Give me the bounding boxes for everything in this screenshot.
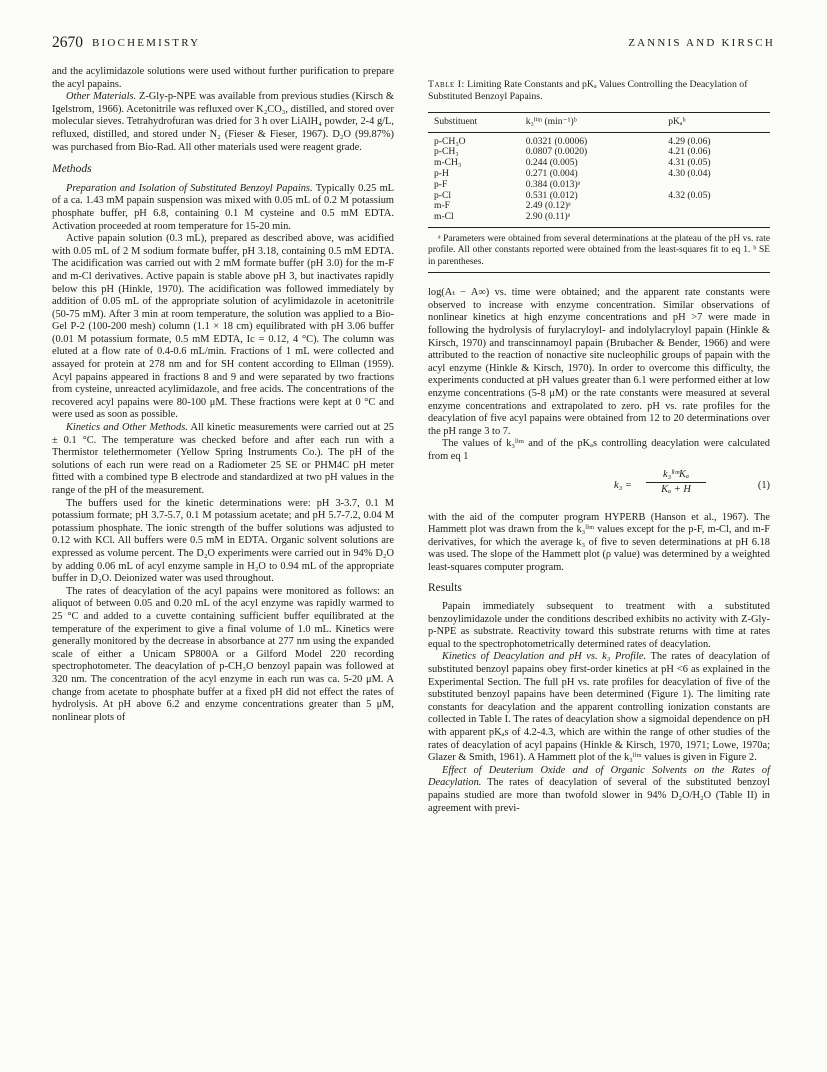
- cell-pka: [668, 180, 770, 191]
- page-header: [52, 34, 775, 54]
- cell-k3lim: 2.90 (0.11)ᵃ: [525, 211, 571, 223]
- text-other-materials: Z-Gly-p-NPE was available from previous studies (Kirsch & Igelstrom, 1966). Acetonitrile was refluxed over K₂CO₃, distilled, and stored over molecular sieves. Tetrahydrofuran was dried for 3 h over LiAlH₄ powder, 2-4 g/L, refluxed, distilled, and stored under N₂ (Fieser & Fieser, 1967). D₂O (99.87%) was purchased from Bio-Rad. All other materials used were reagent grade.: [52, 91, 394, 153]
- table-row: [428, 191, 770, 202]
- table-row: [428, 158, 770, 169]
- table-header-row: [428, 113, 770, 132]
- page-number: 2670: [52, 34, 83, 51]
- paragraph-values-k3: The values of k₃ˡⁱᵐ and of the pKₐs controlling deacylation were calculated from eq 1: [428, 438, 770, 462]
- paragraph-results-2: [428, 651, 770, 764]
- table-footnote: [428, 234, 770, 272]
- text-preparation: Typically 0.25 mL of a ca. 1.43 mM papain suspension was mixed with 0.05 mL of 0.2 M potassium phosphate buffer, pH 6.8, containing 0.1 M cysteine and 0.5 mM EDTA. Activation proceeded at room temperature for 15-20 min.: [52, 182, 395, 232]
- table-row: [428, 201, 770, 212]
- table-grid: [428, 113, 770, 227]
- cell-pka: 4.29 (0.06): [668, 135, 711, 147]
- equation-lhs: k₃ =: [614, 479, 632, 491]
- cell-k3lim: 0.0321 (0.0006): [525, 135, 588, 147]
- equation-number: (1): [757, 479, 770, 491]
- equation-1: [428, 468, 770, 508]
- run-in-head-other-materials: Other Materials.: [66, 91, 137, 103]
- text-deuterium: The rates of deacylation of several of the substituted benzoyl papains studied are more than twofold slower in 94% D₂O/H₂O (Table II) in agreement with previ-: [428, 777, 770, 814]
- paragraph-hyperb: with the aid of the computer program HYPERB (Hanson et al., 1967). The Hammett plot was drawn from the k₃ˡⁱᵐ values except for the p-F, m-Cl, and m-F derivatives, for which the average k₃ of five to seven determinations at pH 6.18 was used. The slope of the Hammett plot (ρ value) was determined by a weighted least-squares computer program.: [428, 511, 770, 573]
- cell-substituent: p-F: [434, 178, 448, 190]
- cell-substituent: p-CH₃: [434, 146, 459, 158]
- col-header-substituent: Substituent: [434, 116, 478, 127]
- equation-denominator: Kₐ + H: [661, 484, 691, 496]
- cell-k3lim: 0.271 (0.004): [525, 167, 578, 179]
- cell-k3lim: 2.49 (0.12)ᵃ: [525, 200, 571, 212]
- running-authors: ZANNIS AND KIRSCH: [628, 37, 775, 49]
- journal-name: BIOCHEMISTRY: [92, 37, 201, 49]
- table-row: [428, 212, 770, 227]
- paragraph-buffers: The buffers used for the kinetic determinations were: pH 3-3.7, 0.1 M potassium formate; pH 3.7-5.7, 0.1 M potassium acetate; and pH 5.7-7.2, 0.04 M potassium phosphate. The ionic strength of the buffer solutions was adjusted to 0.12 with KCl. All buffers were 0.5 mM in EDTA. Organic solvent solutions are expressed as volume percent. The D₂O experiments were carried out in 94% D₂O by adding 0.06 mL of acyl enzyme sample in H₂O to 0.94 mL of the appropriate buffer in D₂O. Deionized water was used throughout.: [52, 497, 394, 585]
- cell-substituent: m-Cl: [434, 211, 454, 223]
- table-row: [428, 169, 770, 180]
- paragraph-other-materials: [52, 91, 394, 154]
- paragraph-acylimidazole: and the acylimidazole solutions were used without further purification to prepare the acyl papains.: [52, 66, 394, 90]
- col-header-k3lim: k₃ˡⁱᵐ (min⁻¹)ᵇ: [525, 116, 577, 127]
- table-row: [428, 132, 770, 147]
- cell-pka: 4.32 (0.05): [668, 189, 711, 201]
- left-column: [52, 66, 394, 724]
- equation-fraction: [646, 469, 706, 497]
- cell-substituent: p-Cl: [434, 189, 452, 201]
- section-heading-methods: Methods: [52, 163, 92, 176]
- cell-pka: [668, 212, 770, 227]
- run-in-head-kinetics: Kinetics and Other Methods.: [66, 422, 188, 434]
- cell-substituent: m-F: [434, 200, 450, 212]
- cell-substituent: p-CH₃O: [434, 135, 466, 147]
- cell-substituent: p-H: [434, 167, 449, 179]
- paragraph-preparation: [52, 183, 394, 233]
- table-footnote-text: ᵃ Parameters were obtained from several determinations at the plateau of the pH vs. rate profile. All other constants reported were obtained from the least-squares fit to eq 1. ᵇ SE in parentheses.: [428, 233, 770, 267]
- cell-pka: 4.31 (0.05): [668, 157, 711, 169]
- cell-k3lim: 0.244 (0.005): [525, 157, 578, 169]
- cell-k3lim: 0.531 (0.012): [525, 189, 578, 201]
- table-caption-text: Limiting Rate Constants and pKₐ Values Controlling the Deacylation of Substituted Benzoyl Papains.: [428, 79, 748, 102]
- cell-k3lim: 0.0807 (0.0020): [525, 146, 588, 158]
- cell-pka: 4.30 (0.04): [668, 167, 711, 179]
- text-kinetics: All kinetic measurements were carried out at 25 ± 0.1 °C. The temperature was checked before and after each run with a Thermistor telethermometer (Yellow Spring Instruments Co.). The pH of the solutions of each run were read on a Radiometer 25 SE or PHM4C pH meter fitted with a combined type B electrode and standardized at two pH values in the range of the pH of the measurement.: [52, 422, 394, 496]
- run-in-head-preparation: Preparation and Isolation of Substituted Benzoyl Papains.: [66, 182, 313, 194]
- right-column: [428, 79, 770, 815]
- cell-pka: 4.21 (0.06): [668, 146, 711, 158]
- table-label: Table I:: [428, 79, 465, 90]
- cell-pka: [668, 201, 770, 212]
- col-header-pka: pKₐᵇ: [668, 116, 686, 127]
- table-1: [428, 79, 770, 273]
- paragraph-rates: The rates of deacylation of the acyl papains were monitored as follows: an aliquot of between 0.05 and 0.20 mL of the acyl enzyme was rapidly warmed to 25 °C and added to a cuvette containing sufficient buffer equilibrated at the temperature of the experiment to give a final volume of 1.0 mL. Kinetics were generally monitored by the decrease in absorbance at 277 nm using the expanded scale of either a Unicam SP800A or a Gilford Model 220 recording spectrophotometer. The deacylation of p-CH₃O benzoyl papain was followed at 320 nm. The concentration of the acyl enzyme in each run was ca. 5-20 μM. A change from acetate to phosphate buffer at a fixed pH did not effect the rates of hydrolysis. At pH above 6.2 and enzyme concentrations greater than 5 μM, nonlinear plots of: [52, 585, 394, 723]
- paragraph-results-1: Papain immediately subsequent to treatment with a substituted benzoylimidazole under the conditions described exhibits no activity with Z-Gly-p-NPE as substrate. Reactivity toward this substrate returns with time at rates equal to the spectrophotometrically determined rates of deacylation.: [428, 601, 770, 650]
- paragraph-nonlinear: log(Aₜ − A∞) vs. time were obtained; and the apparent rate constants were observed to increase with enzyme concentration. Similar observations of nonlinear kinetics at high enzyme concentrations and pH >7 were made in following the hydrolysis of furylacryloyl- and indolylacryloyl papain (Hinkle & Kirsch, 1970) and transcinnamoyl papain (Brubacher & Bender, 1966) and were attributed to the reaction of nonactive site nucleophilic groups of papain with the acyl enzyme (Hinkle & Kirsch, 1970). In order to overcome this difficulty, the experiments conducted at pH values greater than 6.1 were performed either at low enzyme concentrations (5-8 μM) or the rate constants were measured at several enzyme concentrations and extrapolated to zero. pH vs. rate profiles for the deacylation of five acyl papains were obtained from 12 to 20 determinations over the pH range 3 to 7.: [428, 287, 770, 437]
- paragraph-active-papain: Active papain solution (0.3 mL), prepared as described above, was acidified with 0.05 mL of 2 M sodium formate buffer, pH 3.18, containing 0.5 mM EDTA. The acidification was carried out with 2 mM formate buffer (pH 3.0) for the m-F and m-Cl derivatives. Active papain is stable above pH 3, but inactivates rapidly below this pH (Hinkle, 1970). The acidification was followed immediately by addition of 0.05 mL of the appropriate solution of acylimidazole in acetonitrile (50-75 mM). After 3 min at room temperature, the solution was applied to a Bio-Gel P-2 (100-200 mesh) column (1.1 × 18 cm) equilibrated with pH 3.06 buffer (0.01 M potassium formate, 0.5 mM EDTA, Iс = 0.12, 4 °C). The column was eluted at a flow rate of 0.4-0.6 mL/min. Fractions of 1 mL were collected and assayed for protein at 278 nm and for SH content according to Ellman (1959). Acyl papains appeared in fractions 8 and 9 and were separated by two fractions from cysteine, unreacted acylimidazole, and free acids. The concentrations of the recovered acyl papains were 80-100 μM. These fractions were kept at 0 °C and were used as soon as possible.: [52, 233, 394, 421]
- text-kinetics-deacylation: The rates of deacylation of substituted benzoyl papains obey first-order kinetics at pH <6 as explained in the Experimental Section. The full pH vs. rate profiles for deacylation of five of the substituted benzoyl papains have been determined (Figure 1). The limiting rate constants for deacylation and the apparent controlling ionization constants are collected in Table I. The rates of deacylation show a sigmoidal dependence on pH with apparent pKₐs of 4.2-4.3, which are within the range of other studies of the rates of deacylation of acyl papains (Hinkle & Kirsch, 1970, 1971; Lowe, 1970a; Glazer & Smith, 1961). A Hammett plot of the k₃ˡⁱᵐ values is given in Figure 2.: [428, 651, 770, 764]
- paragraph-results-3: [428, 765, 770, 815]
- table-caption: [428, 79, 770, 103]
- cell-k3lim: 0.384 (0.013)ᵃ: [525, 178, 581, 190]
- equation-numerator: k₃ˡⁱᵐKₐ: [646, 469, 706, 484]
- run-in-head-deuterium: Effect of Deuterium Oxide and of Organic Solvents on the Rates of Deacylation.: [428, 764, 770, 789]
- cell-substituent: m-CH₃: [434, 157, 462, 169]
- run-in-head-kinetics-deacylation: Kinetics of Deacylation and pH vs. k₃ Profile.: [442, 651, 647, 663]
- section-heading-results: Results: [428, 582, 462, 595]
- table-mid-rule: [428, 227, 770, 228]
- table-row: [428, 180, 770, 191]
- table-row: [428, 147, 770, 158]
- paragraph-kinetics: [52, 422, 394, 498]
